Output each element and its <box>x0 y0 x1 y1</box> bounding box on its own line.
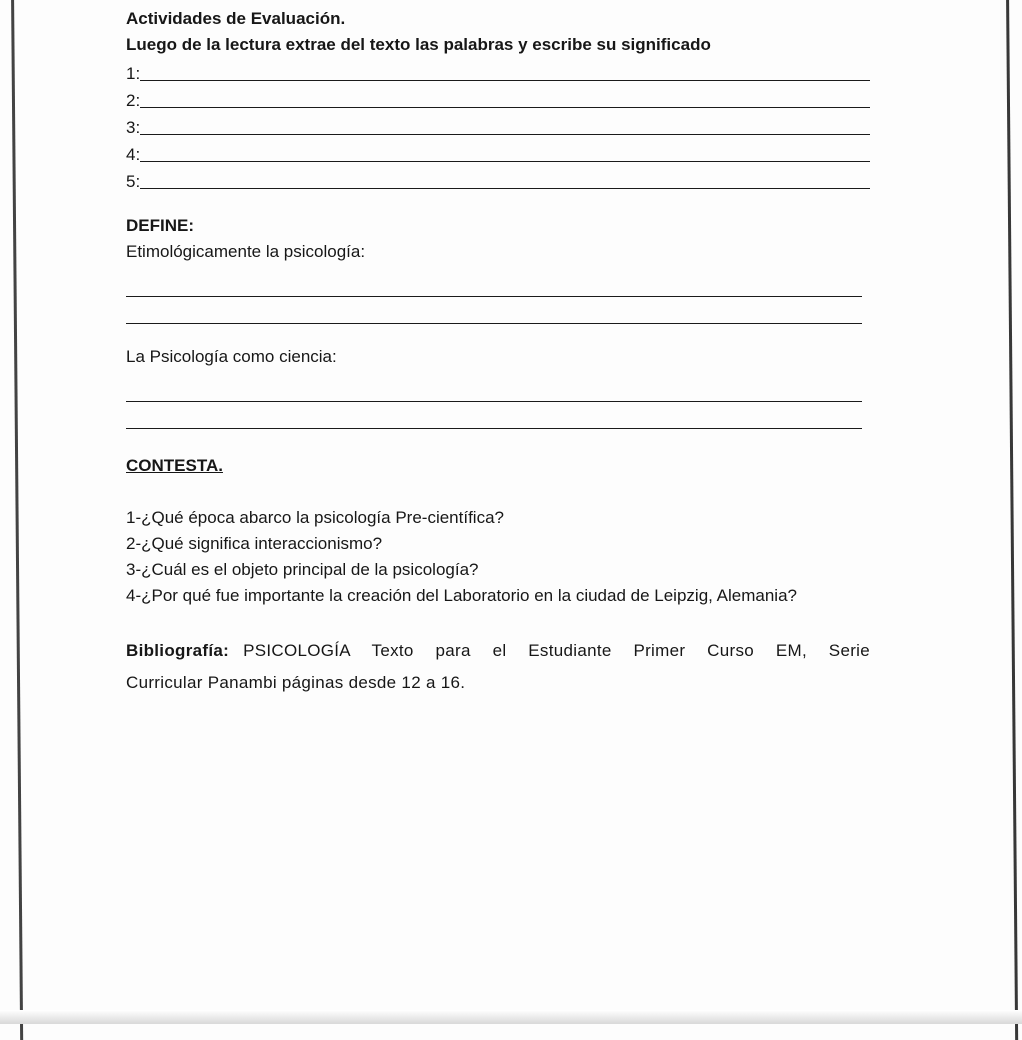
define-prompt-etimologia: Etimológicamente la psicología: <box>126 242 366 261</box>
vocab-line <box>126 85 870 112</box>
question-item: 3-¿Cuál es el objeto principal de la psicología? <box>126 560 479 579</box>
question-item: 1-¿Qué época abarco la psicología Pre-científica? <box>126 508 504 527</box>
vocab-lines <box>126 58 870 193</box>
contesta-heading: CONTESTA. <box>126 456 223 475</box>
bibliography <box>126 635 870 699</box>
answer-blank-line <box>126 378 862 402</box>
define-prompt-ciencia: La Psicología como ciencia: <box>126 347 337 366</box>
vocab-line-blank <box>140 80 870 81</box>
answer-blank-group <box>126 273 870 324</box>
vocab-line-blank <box>140 188 870 189</box>
vocab-line <box>126 112 870 139</box>
scan-edge-left <box>11 0 23 1040</box>
vocab-line-label: 5: <box>126 172 141 191</box>
question-item: 2-¿Qué significa interaccionismo? <box>126 534 383 553</box>
vocab-line <box>126 58 870 85</box>
scan-edge-right <box>1006 0 1018 1040</box>
vocab-line-label: 4: <box>126 145 141 164</box>
answer-blank-line <box>126 405 862 429</box>
answer-blank-line <box>126 273 862 297</box>
bibliography-text-line2: Curricular Panambi páginas desde 12 a 16. <box>126 673 466 692</box>
page-title: Actividades de Evaluación. <box>126 9 346 28</box>
define-section <box>126 213 870 429</box>
bibliography-label: Bibliografía: <box>126 641 230 660</box>
bibliography-text-line1: PSICOLOGÍA Texto para el Estudiante Primer Curso EM, Serie <box>243 641 870 660</box>
answer-blank-group <box>126 378 870 429</box>
instruction-text: Luego de la lectura extrae del texto las palabras y escribe su significado <box>126 35 711 54</box>
answer-blank-line <box>126 300 862 324</box>
vocab-line <box>126 139 870 166</box>
contesta-section <box>126 453 870 609</box>
worksheet-page <box>126 6 870 699</box>
vocab-line-label: 1: <box>126 64 141 83</box>
vocab-line-label: 2: <box>126 91 141 110</box>
vocab-line-blank <box>140 161 870 162</box>
bibliography-line-1 <box>126 635 870 667</box>
question-list <box>126 505 870 609</box>
vocab-line <box>126 166 870 193</box>
vocab-line-blank <box>140 107 870 108</box>
scan-bottom-shadow <box>0 1010 1022 1024</box>
vocab-line-label: 3: <box>126 118 141 137</box>
question-item: 4-¿Por qué fue importante la creación del Laboratorio en la ciudad de Leipzig, Alemania? <box>126 586 797 605</box>
define-heading: DEFINE: <box>126 216 194 235</box>
vocab-line-blank <box>140 134 870 135</box>
